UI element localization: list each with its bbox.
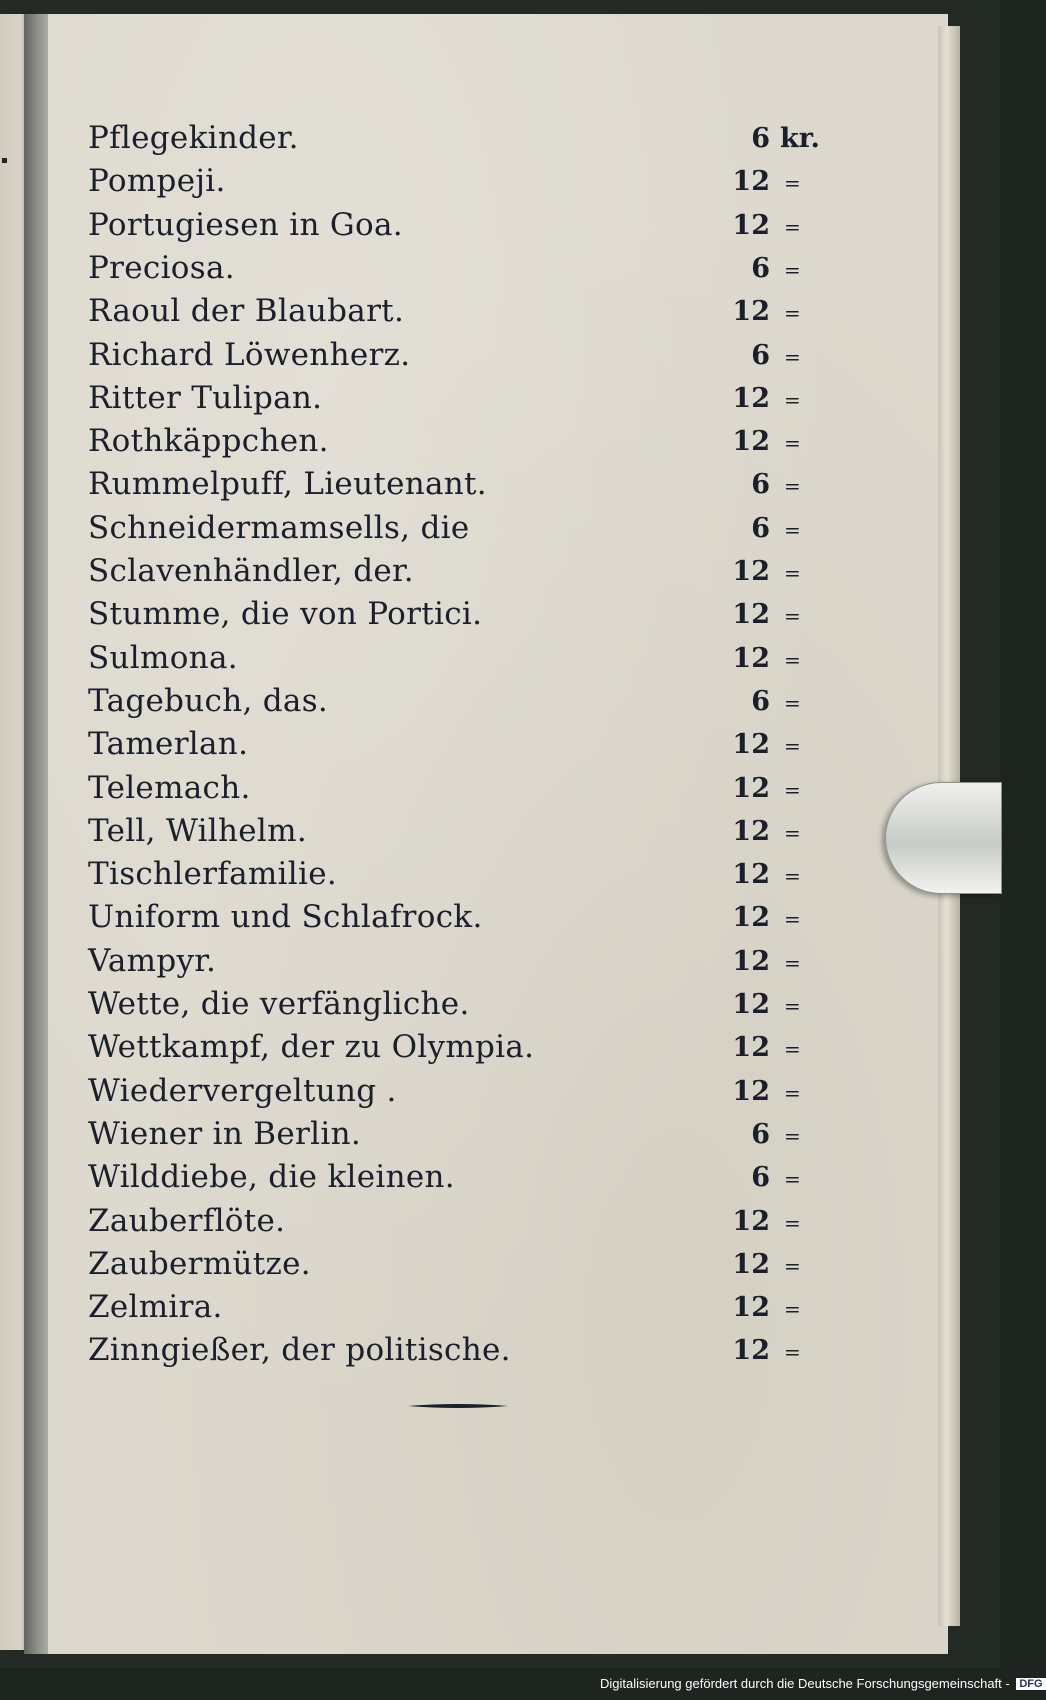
price-amount: 12 xyxy=(732,643,770,674)
entry-title: Tamerlan. xyxy=(88,726,249,762)
ditto-mark: = xyxy=(784,561,801,585)
ditto-mark: = xyxy=(784,345,801,369)
entry-price xyxy=(722,210,801,241)
entry-price xyxy=(722,469,801,500)
entry-title: Sclavenhändler, der. xyxy=(88,553,414,589)
price-amount: 6 xyxy=(751,513,770,544)
price-amount: 6 xyxy=(751,123,770,154)
ditto-mark: = xyxy=(784,1340,801,1364)
entry-title: Vampyr. xyxy=(88,943,217,979)
price-amount: 6 xyxy=(751,1119,770,1150)
footer-text: Digitalisierung gefördert durch die Deutsche Forschungsgemeinschaft - xyxy=(600,1676,1010,1691)
entry-price xyxy=(722,340,801,371)
ditto-mark: = xyxy=(784,907,801,931)
entry-title: Pflegekinder. xyxy=(88,120,299,156)
price-amount: 6 xyxy=(751,469,770,500)
dfg-logo: DFG xyxy=(1016,1678,1045,1690)
entry-title: Tagebuch, das. xyxy=(88,683,329,719)
price-amount: 6 xyxy=(751,1162,770,1193)
ditto-mark: = xyxy=(784,431,801,455)
price-amount: 12 xyxy=(732,1206,770,1237)
entry-price xyxy=(722,1162,801,1193)
entry-title: Tell, Wilhelm. xyxy=(88,813,307,849)
price-amount: 12 xyxy=(732,296,770,327)
price-amount: 6 xyxy=(751,686,770,717)
entry-price xyxy=(722,729,801,760)
ditto-mark: = xyxy=(784,518,801,542)
entry-price xyxy=(722,383,801,414)
entry-price xyxy=(722,166,801,197)
entry-price xyxy=(722,946,801,977)
entry-price xyxy=(722,1076,801,1107)
ditto-mark: = xyxy=(784,604,801,628)
entry-price xyxy=(722,989,801,1020)
entry-title: Zinngießer, der politische. xyxy=(88,1332,511,1368)
entry-title: Schneidermamsells, die xyxy=(88,510,470,546)
entry-price xyxy=(722,513,801,544)
entry-price xyxy=(722,1249,801,1280)
price-amount: 12 xyxy=(732,816,770,847)
entry-title: Wiener in Berlin. xyxy=(88,1116,361,1152)
entry-title: Wiedervergeltung . xyxy=(88,1073,397,1109)
entry-title: Wette, die verfängliche. xyxy=(88,986,470,1022)
entry-price xyxy=(722,556,801,587)
entry-title: Zaubermütze. xyxy=(88,1246,311,1282)
price-amount: 12 xyxy=(732,902,770,933)
price-amount: 12 xyxy=(732,599,770,630)
entry-price xyxy=(722,773,801,804)
ditto-mark: = xyxy=(784,691,801,715)
entry-title: Rothkäppchen. xyxy=(88,423,329,459)
entry-title: Wilddiebe, die kleinen. xyxy=(88,1159,455,1195)
entry-price xyxy=(722,643,801,674)
ditto-mark: = xyxy=(784,821,801,845)
entry-title: Telemach. xyxy=(88,770,251,806)
ditto-mark: = xyxy=(784,258,801,282)
entry-price xyxy=(722,859,801,890)
price-amount: 12 xyxy=(732,210,770,241)
ditto-mark: = xyxy=(784,951,801,975)
closing-rule xyxy=(408,1402,508,1410)
entry-title: Sulmona. xyxy=(88,640,238,676)
price-amount: 12 xyxy=(732,426,770,457)
entry-price xyxy=(722,902,801,933)
ditto-mark: = xyxy=(784,388,801,412)
entry-price xyxy=(722,1206,801,1237)
price-amount: 12 xyxy=(732,556,770,587)
entry-price xyxy=(722,253,801,284)
page-clip xyxy=(885,782,1002,894)
price-amount: 12 xyxy=(732,729,770,760)
price-amount: 12 xyxy=(732,989,770,1020)
entry-price xyxy=(722,686,801,717)
ditto-mark: = xyxy=(784,215,801,239)
price-amount: 12 xyxy=(732,1335,770,1366)
entry-price xyxy=(722,1119,801,1150)
ditto-mark: = xyxy=(784,1081,801,1105)
entry-title: Stumme, die von Portici. xyxy=(88,596,483,632)
entry-title: Tischlerfamilie. xyxy=(88,856,338,892)
price-amount: 12 xyxy=(732,859,770,890)
ditto-mark: = xyxy=(784,301,801,325)
ditto-mark: = xyxy=(784,864,801,888)
price-amount: 12 xyxy=(732,946,770,977)
ditto-mark: = xyxy=(784,648,801,672)
price-amount: 12 xyxy=(732,383,770,414)
ditto-mark: = xyxy=(784,1254,801,1278)
ditto-mark: = xyxy=(784,171,801,195)
price-amount: 12 xyxy=(732,1249,770,1280)
entry-price xyxy=(722,1032,801,1063)
entry-price xyxy=(722,1292,801,1323)
ditto-mark: = xyxy=(784,1211,801,1235)
ditto-mark: = xyxy=(784,1167,801,1191)
entry-price xyxy=(722,123,820,154)
entry-title: Ritter Tulipan. xyxy=(88,380,323,416)
entry-price xyxy=(722,296,801,327)
ditto-mark: = xyxy=(784,734,801,758)
price-amount: 12 xyxy=(732,1292,770,1323)
ditto-mark: = xyxy=(784,474,801,498)
entry-title: Pompeji. xyxy=(88,163,226,199)
entry-price xyxy=(722,599,801,630)
entry-title: Wettkampf, der zu Olympia. xyxy=(88,1029,535,1065)
price-amount: 6 xyxy=(751,253,770,284)
ditto-mark: = xyxy=(784,1124,801,1148)
price-amount: 12 xyxy=(732,773,770,804)
ditto-mark: = xyxy=(784,994,801,1018)
ditto-mark: = xyxy=(784,778,801,802)
entry-title: Richard Löwenherz. xyxy=(88,337,411,373)
price-amount: 6 xyxy=(751,340,770,371)
ditto-mark: = xyxy=(784,1297,801,1321)
entry-price xyxy=(722,1335,801,1366)
entry-price xyxy=(722,426,801,457)
price-amount: 12 xyxy=(732,166,770,197)
entry-title: Zauberflöte. xyxy=(88,1203,286,1239)
entry-title: Uniform und Schlafrock. xyxy=(88,899,483,935)
entry-price xyxy=(722,816,801,847)
digitization-footer xyxy=(600,1676,1043,1694)
margin-mark xyxy=(2,158,7,163)
currency-unit: kr. xyxy=(780,123,820,154)
entry-title: Preciosa. xyxy=(88,250,235,286)
entry-title: Rummelpuff, Lieutenant. xyxy=(88,466,487,502)
entry-title: Zelmira. xyxy=(88,1289,223,1325)
entry-title: Raoul der Blaubart. xyxy=(88,293,405,329)
price-amount: 12 xyxy=(732,1032,770,1063)
entry-title: Portugiesen in Goa. xyxy=(88,207,403,243)
price-amount: 12 xyxy=(732,1076,770,1107)
ditto-mark: = xyxy=(784,1037,801,1061)
